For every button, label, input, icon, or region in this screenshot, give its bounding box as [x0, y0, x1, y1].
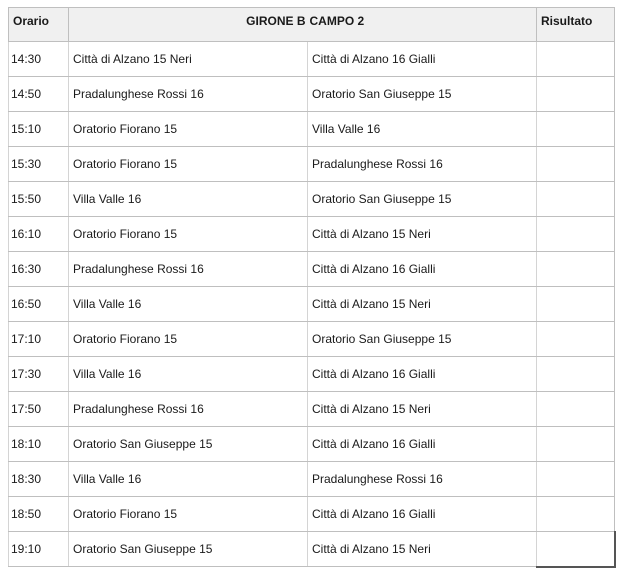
match-result-cell[interactable] [537, 252, 615, 287]
match-result-cell[interactable] [537, 42, 615, 77]
table-row [9, 112, 615, 147]
match-result-cell[interactable] [537, 357, 615, 392]
table-row [9, 497, 615, 532]
match-result-cell[interactable] [537, 217, 615, 252]
match-away-team-cell[interactable]: Città di Alzano 15 Neri [308, 532, 537, 567]
match-home-team-cell[interactable]: Oratorio Fiorano 15 [69, 497, 308, 532]
match-home-team-cell[interactable]: Oratorio Fiorano 15 [69, 147, 308, 182]
match-result-cell[interactable] [537, 287, 615, 322]
match-time-cell[interactable]: 18:50 [9, 497, 69, 532]
match-time-cell[interactable]: 17:50 [9, 392, 69, 427]
match-result-cell[interactable] [537, 322, 615, 357]
table-row [9, 392, 615, 427]
match-time-cell[interactable]: 18:10 [9, 427, 69, 462]
schedule-table [8, 7, 616, 568]
match-away-team-cell[interactable]: Oratorio San Giuseppe 15 [308, 322, 537, 357]
match-away-team-cell[interactable]: Villa Valle 16 [308, 112, 537, 147]
match-away-team-cell[interactable]: Oratorio San Giuseppe 15 [308, 77, 537, 112]
table-row [9, 532, 615, 567]
match-time-cell[interactable]: 14:50 [9, 77, 69, 112]
match-home-team-cell[interactable]: Oratorio San Giuseppe 15 [69, 532, 308, 567]
match-rows [9, 42, 615, 567]
table-row [9, 147, 615, 182]
match-time-cell[interactable]: 15:30 [9, 147, 69, 182]
match-home-team-cell[interactable]: Pradalunghese Rossi 16 [69, 392, 308, 427]
match-away-team-cell[interactable]: Città di Alzano 15 Neri [308, 217, 537, 252]
match-time-cell[interactable]: 17:10 [9, 322, 69, 357]
match-time-cell[interactable]: 19:10 [9, 532, 69, 567]
match-home-team-cell[interactable]: Pradalunghese Rossi 16 [69, 252, 308, 287]
header-group[interactable]: GIRONE B [69, 8, 308, 42]
match-away-team-cell[interactable]: Pradalunghese Rossi 16 [308, 147, 537, 182]
match-result-cell[interactable] [537, 112, 615, 147]
match-away-team-cell[interactable]: Città di Alzano 15 Neri [308, 287, 537, 322]
match-away-team-cell[interactable]: Città di Alzano 16 Gialli [308, 497, 537, 532]
header-row [9, 8, 615, 42]
table-row [9, 252, 615, 287]
match-away-team-cell[interactable]: Città di Alzano 16 Gialli [308, 427, 537, 462]
match-time-cell[interactable]: 18:30 [9, 462, 69, 497]
match-result-cell[interactable] [537, 532, 615, 567]
match-away-team-cell[interactable]: Oratorio San Giuseppe 15 [308, 182, 537, 217]
table-row [9, 322, 615, 357]
match-result-cell[interactable] [537, 497, 615, 532]
header-time[interactable]: Orario [9, 8, 69, 42]
match-away-team-cell[interactable]: Città di Alzano 16 Gialli [308, 252, 537, 287]
table-row [9, 42, 615, 77]
match-time-cell[interactable]: 15:10 [9, 112, 69, 147]
match-result-cell[interactable] [537, 427, 615, 462]
table-row [9, 77, 615, 112]
match-home-team-cell[interactable]: Villa Valle 16 [69, 357, 308, 392]
match-home-team-cell[interactable]: Città di Alzano 15 Neri [69, 42, 308, 77]
match-home-team-cell[interactable]: Oratorio Fiorano 15 [69, 217, 308, 252]
match-result-cell[interactable] [537, 147, 615, 182]
match-away-team-cell[interactable]: Pradalunghese Rossi 16 [308, 462, 537, 497]
match-time-cell[interactable]: 16:50 [9, 287, 69, 322]
match-result-cell[interactable] [537, 392, 615, 427]
table-row [9, 462, 615, 497]
match-home-team-cell[interactable]: Villa Valle 16 [69, 182, 308, 217]
match-home-team-cell[interactable]: Oratorio Fiorano 15 [69, 112, 308, 147]
match-away-team-cell[interactable]: Città di Alzano 15 Neri [308, 392, 537, 427]
match-time-cell[interactable]: 14:30 [9, 42, 69, 77]
header-result[interactable]: Risultato [537, 8, 615, 42]
table-row [9, 357, 615, 392]
table-row [9, 427, 615, 462]
match-time-cell[interactable]: 17:30 [9, 357, 69, 392]
match-home-team-cell[interactable]: Pradalunghese Rossi 16 [69, 77, 308, 112]
match-result-cell[interactable] [537, 462, 615, 497]
table-row [9, 287, 615, 322]
match-home-team-cell[interactable]: Villa Valle 16 [69, 287, 308, 322]
match-result-cell[interactable] [537, 77, 615, 112]
match-time-cell[interactable]: 16:30 [9, 252, 69, 287]
match-home-team-cell[interactable]: Villa Valle 16 [69, 462, 308, 497]
match-time-cell[interactable]: 15:50 [9, 182, 69, 217]
match-time-cell[interactable]: 16:10 [9, 217, 69, 252]
table-row [9, 217, 615, 252]
table-row [9, 182, 615, 217]
match-away-team-cell[interactable]: Città di Alzano 16 Gialli [308, 42, 537, 77]
match-result-cell[interactable] [537, 182, 615, 217]
match-home-team-cell[interactable]: Oratorio San Giuseppe 15 [69, 427, 308, 462]
match-away-team-cell[interactable]: Città di Alzano 16 Gialli [308, 357, 537, 392]
match-home-team-cell[interactable]: Oratorio Fiorano 15 [69, 322, 308, 357]
header-field[interactable]: CAMPO 2 [308, 8, 537, 42]
